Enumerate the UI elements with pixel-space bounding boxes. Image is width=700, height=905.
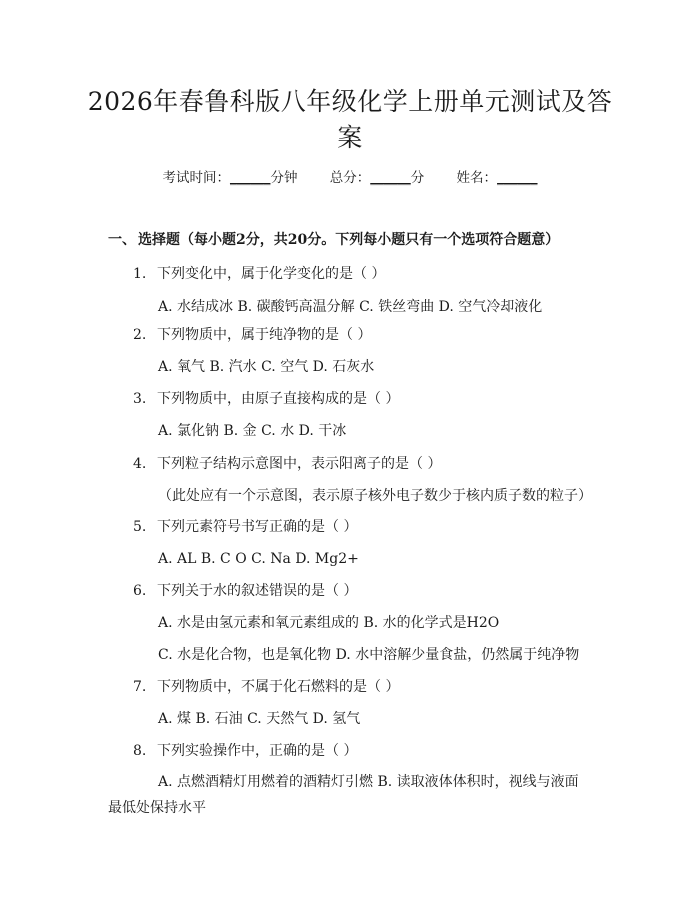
question-text: 下列关于水的叙述错误的是（ ） bbox=[157, 583, 358, 599]
question-2-options: A. 氧气 B. 汽水 C. 空气 D. 石灰水 bbox=[158, 359, 375, 375]
question-text: 下列实验操作中，正确的是（ ） bbox=[157, 743, 358, 759]
exam-info bbox=[0, 168, 700, 188]
total-score-label: 总分： bbox=[329, 170, 371, 186]
total-score-blank: ______ bbox=[370, 170, 411, 186]
question-number: 7. bbox=[133, 679, 147, 695]
question-5-options: A. AL B. C O C. Na D. Mg2+ bbox=[158, 551, 359, 567]
section-heading bbox=[108, 230, 559, 250]
question-number: 1. bbox=[133, 266, 147, 282]
question-7 bbox=[133, 677, 399, 697]
name-field bbox=[457, 168, 538, 188]
question-6-options-b: C. 水是化合物，也是氧化物 D. 水中溶解少量食盐，仍然属于纯净物 bbox=[158, 647, 580, 663]
question-4-note: （此处应有一个示意图，表示原子核外电子数少于核内质子数的粒子） bbox=[158, 488, 592, 504]
question-text: 下列变化中，属于化学变化的是（ ） bbox=[157, 266, 386, 282]
name-label: 姓名： bbox=[456, 170, 498, 186]
exam-time-blank: ______ bbox=[229, 170, 271, 186]
page-title: 2026年春鲁科版八年级化学上册单元测试及答案 bbox=[87, 87, 613, 152]
total-score-field bbox=[330, 168, 425, 188]
question-number: 6. bbox=[133, 583, 147, 599]
question-8 bbox=[133, 741, 357, 761]
question-text: 下列物质中，不属于化石燃料的是（ ） bbox=[157, 679, 400, 695]
question-7-options: A. 煤 B. 石油 C. 天然气 D. 氢气 bbox=[158, 711, 361, 727]
exam-time-label: 考试时间： bbox=[162, 170, 230, 186]
question-6-options-a: A. 水是由氢元素和氧元素组成的 B. 水的化学式是H2O bbox=[158, 615, 500, 631]
question-number: 3. bbox=[133, 391, 147, 407]
question-1 bbox=[133, 264, 385, 284]
name-blank: ______ bbox=[497, 170, 538, 186]
question-8-options: A. 点燃酒精灯用燃着的酒精灯引燃 B. 读取液体体积时，视线与液面最低处保持水平 bbox=[108, 774, 579, 816]
question-text: 下列元素符号书写正确的是（ ） bbox=[157, 519, 358, 535]
section-number: 一、 bbox=[108, 232, 136, 248]
question-number: 5. bbox=[133, 519, 147, 535]
question-number: 8. bbox=[133, 743, 147, 759]
section-title: 选择题（每小题2分，共20分。下列每小题只有一个选项符合题意） bbox=[138, 232, 560, 248]
question-4 bbox=[133, 454, 441, 474]
exam-time-field bbox=[162, 168, 297, 188]
total-score-unit: 分 bbox=[410, 170, 425, 186]
question-text: 下列物质中，由原子直接构成的是（ ） bbox=[157, 391, 400, 407]
question-5 bbox=[133, 517, 357, 537]
question-number: 4. bbox=[133, 456, 147, 472]
question-1-options: A. 水结成冰 B. 碳酸钙高温分解 C. 铁丝弯曲 D. 空气冷却液化 bbox=[158, 299, 543, 315]
question-2 bbox=[133, 325, 371, 345]
question-number: 2. bbox=[133, 327, 147, 343]
exam-time-unit: 分钟 bbox=[270, 170, 298, 186]
question-3 bbox=[133, 389, 399, 409]
question-text: 下列物质中，属于纯净物的是（ ） bbox=[157, 327, 372, 343]
question-3-options: A. 氯化钠 B. 金 C. 水 D. 干冰 bbox=[158, 423, 347, 439]
question-6 bbox=[133, 581, 357, 601]
question-text: 下列粒子结构示意图中，表示阳离子的是（ ） bbox=[157, 456, 442, 472]
